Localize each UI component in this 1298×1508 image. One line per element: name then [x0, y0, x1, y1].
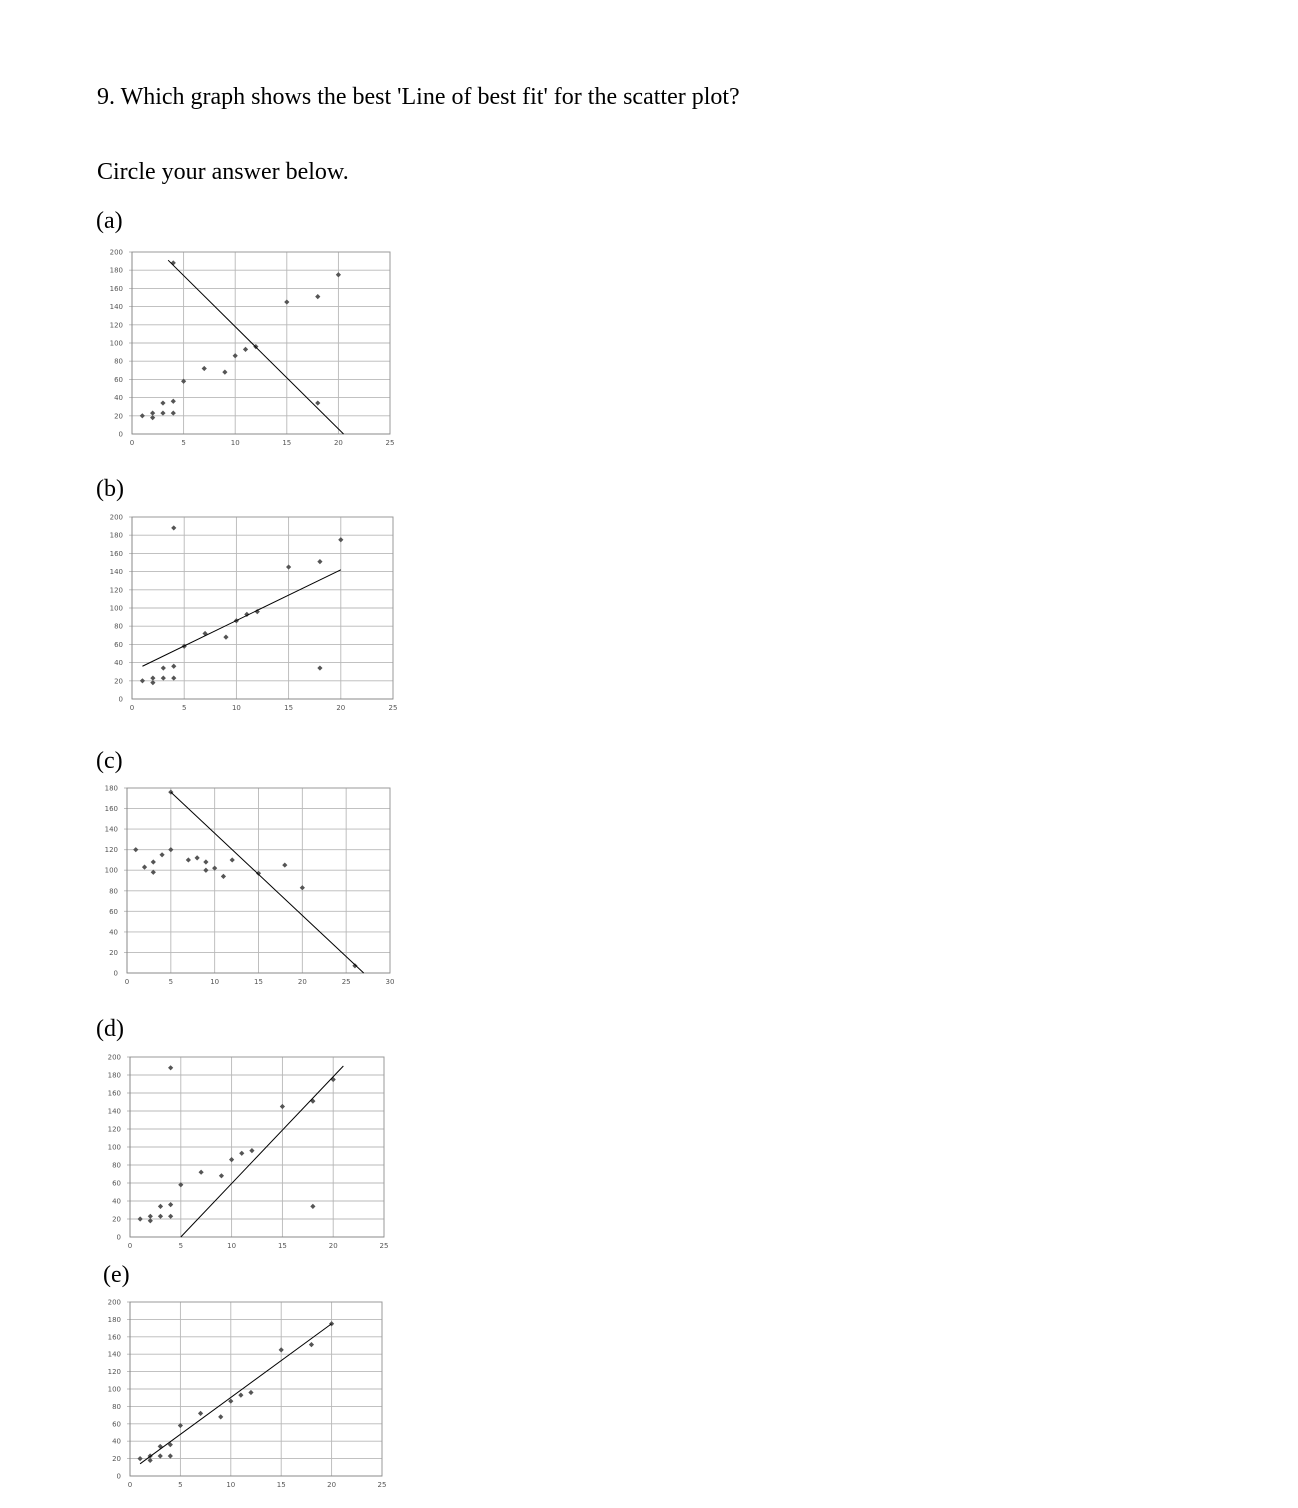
y-tick-label: 200 [107, 1053, 121, 1062]
y-tick-label: 140 [109, 568, 123, 577]
x-tick-label: 0 [129, 439, 135, 447]
data-point [186, 857, 191, 862]
data-point [218, 1414, 223, 1419]
data-point [223, 635, 228, 640]
data-point [160, 410, 165, 415]
data-point [219, 1173, 224, 1178]
data-point [158, 1453, 163, 1458]
y-tick-label: 60 [109, 907, 118, 916]
data-point [161, 665, 166, 670]
x-tick-label: 0 [127, 1481, 133, 1489]
data-point [309, 1342, 314, 1347]
y-tick-label: 200 [107, 1298, 121, 1307]
plot-a-label[interactable]: (a) [96, 208, 123, 234]
data-point [168, 1202, 173, 1207]
y-tick-label: 140 [109, 303, 123, 312]
data-point [222, 370, 227, 375]
x-tick-label: 5 [181, 704, 187, 712]
x-tick-label: 0 [129, 704, 135, 712]
data-point [168, 1214, 173, 1219]
y-tick-label: 140 [107, 1350, 121, 1359]
data-point [198, 1411, 203, 1416]
y-tick-label: 120 [104, 846, 118, 855]
fit-line [171, 792, 364, 973]
x-tick-label: 25 [377, 1481, 387, 1489]
y-tick-label: 40 [109, 928, 118, 937]
y-tick-label: 100 [107, 1143, 121, 1152]
data-point [159, 852, 164, 857]
data-point [221, 874, 226, 879]
data-point [310, 1204, 315, 1209]
x-tick-label: 5 [181, 439, 186, 447]
data-point [243, 347, 248, 352]
data-point [317, 559, 322, 564]
data-point [171, 664, 176, 669]
data-point [140, 678, 145, 683]
data-point [150, 675, 155, 680]
y-tick-label: 40 [112, 1197, 121, 1206]
data-point [158, 1204, 163, 1209]
y-tick-label: 120 [109, 586, 123, 595]
y-tick-label: 20 [114, 677, 123, 686]
data-point [280, 1104, 285, 1109]
x-tick-label: 5 [178, 1481, 183, 1489]
y-tick-label: 0 [116, 1233, 121, 1242]
y-tick-label: 20 [112, 1455, 121, 1464]
y-tick-label: 140 [104, 825, 118, 834]
x-tick-label: 25 [341, 978, 351, 986]
data-point [168, 1453, 173, 1458]
data-point [238, 1392, 243, 1397]
data-point [300, 885, 305, 890]
x-tick-label: 15 [277, 1242, 287, 1250]
data-point [230, 857, 235, 862]
fit-line [181, 1066, 344, 1237]
plot-b-label[interactable]: (b) [96, 476, 124, 502]
y-tick-label: 20 [109, 948, 118, 957]
x-tick-label: 10 [230, 439, 240, 447]
x-tick-label: 15 [254, 978, 263, 986]
y-tick-label: 0 [118, 695, 123, 704]
y-tick-label: 0 [116, 1472, 121, 1481]
y-tick-label: 100 [104, 866, 118, 875]
y-tick-label: 100 [109, 604, 123, 613]
data-point [158, 1214, 163, 1219]
x-tick-label: 10 [226, 1481, 236, 1489]
y-tick-label: 0 [118, 430, 123, 439]
instruction-text: Circle your answer below. [97, 159, 349, 185]
question-text: 9. Which graph shows the best 'Line of best fit' for the scatter plot? [97, 84, 740, 110]
plot-e[interactable] [96, 1296, 396, 1494]
fit-line [142, 570, 340, 666]
plot-e-label[interactable]: (e) [103, 1262, 130, 1288]
x-tick-label: 15 [276, 1481, 286, 1489]
data-point [133, 847, 138, 852]
data-point [140, 413, 145, 418]
y-tick-label: 100 [109, 339, 123, 348]
data-point [203, 868, 208, 873]
data-point [171, 410, 176, 415]
data-point [160, 400, 165, 405]
data-point [336, 272, 341, 277]
data-point [338, 537, 343, 542]
data-point [137, 1456, 142, 1461]
fit-line [168, 260, 343, 434]
y-tick-label: 120 [107, 1125, 121, 1134]
data-point [239, 1151, 244, 1156]
data-point [171, 525, 176, 530]
y-tick-label: 200 [109, 248, 123, 257]
y-tick-label: 40 [114, 659, 123, 668]
plot-c-label[interactable]: (c) [96, 748, 123, 774]
x-tick-label: 25 [388, 704, 398, 712]
data-point [138, 1216, 143, 1221]
y-tick-label: 60 [114, 640, 123, 649]
y-tick-label: 120 [109, 321, 123, 330]
y-tick-label: 80 [109, 887, 118, 896]
x-tick-label: 5 [168, 978, 174, 986]
y-tick-label: 0 [113, 969, 118, 978]
y-tick-label: 80 [114, 622, 123, 631]
y-tick-label: 80 [112, 1161, 121, 1170]
data-point [315, 294, 320, 299]
data-point [286, 564, 291, 569]
data-point [142, 865, 147, 870]
y-tick-label: 180 [107, 1071, 121, 1080]
data-point [199, 1170, 204, 1175]
data-point [168, 1065, 173, 1070]
y-tick-label: 60 [112, 1420, 121, 1429]
y-tick-label: 120 [107, 1368, 121, 1377]
y-tick-label: 80 [114, 357, 123, 366]
y-tick-label: 160 [109, 284, 123, 293]
x-tick-label: 0 [127, 1242, 133, 1250]
data-point [331, 1077, 336, 1082]
y-tick-label: 160 [104, 805, 118, 814]
y-tick-label: 60 [114, 375, 123, 384]
y-tick-label: 20 [114, 412, 123, 421]
data-point [284, 299, 289, 304]
data-point [148, 1214, 153, 1219]
data-point [171, 675, 176, 680]
plot-d-label[interactable]: (d) [96, 1016, 124, 1042]
data-point [195, 855, 200, 860]
data-point [282, 862, 287, 867]
x-tick-label: 5 [178, 1242, 184, 1250]
x-tick-label: 20 [336, 704, 346, 712]
x-tick-label: 10 [210, 978, 220, 986]
y-tick-label: 160 [107, 1333, 121, 1342]
data-point [317, 665, 322, 670]
data-point [203, 859, 208, 864]
y-tick-label: 140 [107, 1107, 121, 1116]
x-tick-label: 20 [333, 439, 343, 447]
y-tick-label: 40 [112, 1437, 121, 1446]
x-tick-label: 10 [227, 1242, 237, 1250]
y-tick-label: 20 [112, 1215, 121, 1224]
data-point [151, 859, 156, 864]
data-point [315, 400, 320, 405]
x-tick-label: 0 [124, 978, 130, 986]
data-point [168, 847, 173, 852]
y-tick-label: 160 [107, 1089, 121, 1098]
data-point [161, 675, 166, 680]
data-point [202, 366, 207, 371]
plot-c[interactable] [93, 782, 404, 991]
x-tick-label: 15 [282, 439, 292, 447]
x-tick-label: 20 [297, 978, 307, 986]
data-point [233, 353, 238, 358]
data-point [249, 1148, 254, 1153]
x-tick-label: 25 [385, 439, 395, 447]
data-point [171, 399, 176, 404]
y-tick-label: 180 [109, 266, 123, 275]
y-tick-label: 180 [104, 784, 118, 793]
x-tick-label: 20 [328, 1242, 338, 1250]
x-tick-label: 30 [385, 978, 395, 986]
y-tick-label: 60 [112, 1179, 121, 1188]
y-tick-label: 160 [109, 549, 123, 558]
data-point [279, 1347, 284, 1352]
x-tick-label: 10 [231, 704, 241, 712]
y-tick-label: 100 [107, 1385, 121, 1394]
data-point [150, 410, 155, 415]
x-tick-label: 15 [284, 704, 294, 712]
y-tick-label: 80 [112, 1402, 121, 1411]
data-point [229, 1157, 234, 1162]
plot-a[interactable] [98, 246, 404, 452]
data-point [248, 1390, 253, 1395]
plot-b[interactable] [98, 511, 407, 717]
plot-d[interactable] [96, 1051, 398, 1255]
x-tick-label: 25 [379, 1242, 389, 1250]
x-tick-label: 20 [327, 1481, 337, 1489]
y-tick-label: 180 [107, 1315, 121, 1324]
y-tick-label: 40 [114, 394, 123, 403]
fit-line [140, 1324, 332, 1464]
y-tick-label: 200 [109, 513, 123, 522]
y-tick-label: 180 [109, 531, 123, 540]
